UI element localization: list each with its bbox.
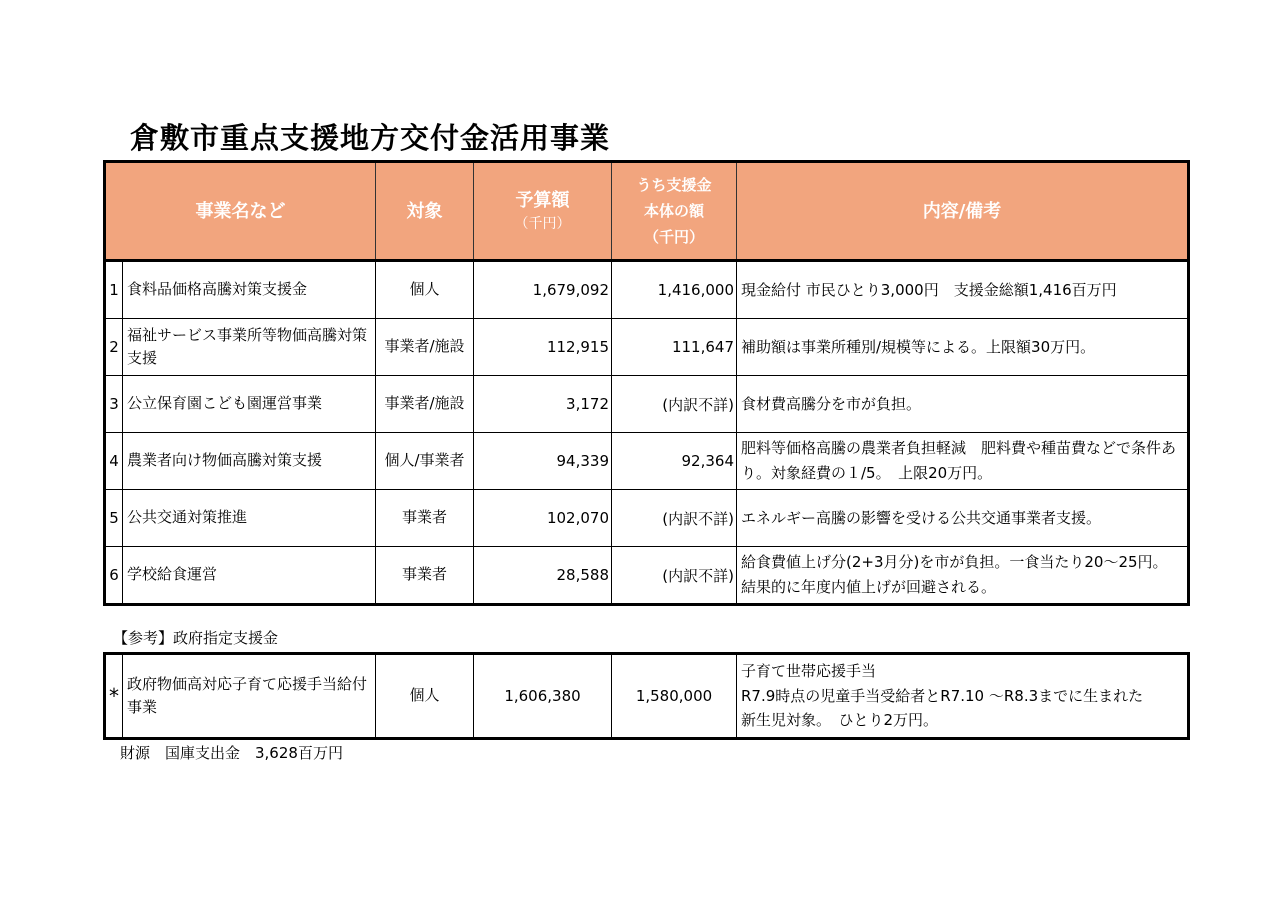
- row-remarks: 補助額は事業所種別/規模等による。上限額30万円。: [737, 319, 1189, 376]
- row-number: 2: [105, 319, 123, 376]
- row-target: 事業者/施設: [376, 319, 474, 376]
- finance-note: 財源 国庫支出金 3,628百万円: [120, 744, 343, 762]
- row-subsidy: 92,364: [612, 433, 737, 490]
- project-table: [103, 160, 1190, 606]
- row-name: 公立保育園こども園運営事業: [123, 376, 376, 433]
- page-title: 倉敷市重点支援地方交付金活用事業: [130, 121, 611, 155]
- reference-target: 個人: [376, 654, 474, 739]
- table-header-row: [105, 162, 1189, 261]
- row-number: 4: [105, 433, 123, 490]
- header-subsidy: [612, 162, 737, 261]
- table-row: [105, 433, 1189, 490]
- row-target: 事業者: [376, 490, 474, 547]
- row-target: 個人: [376, 261, 474, 319]
- row-number: 3: [105, 376, 123, 433]
- header-subsidy-line2: 本体の額: [643, 201, 704, 220]
- row-budget: 94,339: [474, 433, 612, 490]
- reference-table: [103, 652, 1190, 740]
- header-subsidy-line1: うち支援金: [636, 175, 712, 194]
- row-budget: 1,679,092: [474, 261, 612, 319]
- header-remarks: 内容/備考: [737, 162, 1189, 261]
- reference-subsidy: 1,580,000: [612, 654, 737, 739]
- row-budget: 28,588: [474, 547, 612, 605]
- row-budget: 112,915: [474, 319, 612, 376]
- header-budget-unit: （千円）: [514, 216, 571, 232]
- row-subsidy: (内訳不詳): [612, 547, 737, 605]
- row-target: 事業者: [376, 547, 474, 605]
- row-remarks: エネルギー高騰の影響を受ける公共交通事業者支援。: [737, 490, 1189, 547]
- row-remarks: 給食費値上げ分(2+3月分)を市が負担。一食当たり20～25円。 結果的に年度内値上げが回避される。: [737, 547, 1189, 605]
- reference-mark: *: [105, 654, 123, 739]
- reference-name: 政府物価高対応子育て応援手当給付事業: [123, 654, 376, 739]
- row-budget: 102,070: [474, 490, 612, 547]
- table-row: [105, 319, 1189, 376]
- table-row: [105, 654, 1189, 739]
- reference-remarks-line1: 子育て世帯応援手当: [741, 661, 877, 680]
- row-name: 公共交通対策推進: [123, 490, 376, 547]
- header-target: 対象: [376, 162, 474, 261]
- row-name: 福祉サービス事業所等物価高騰対策支援: [123, 319, 376, 376]
- row-subsidy: 111,647: [612, 319, 737, 376]
- table-row: [105, 490, 1189, 547]
- reference-remarks-line2: R7.9時点の児童手当受給者とR7.10 ～R8.3までに生まれた: [741, 686, 1144, 705]
- row-subsidy: 1,416,000: [612, 261, 737, 319]
- row-name: 農業者向け物価高騰対策支援: [123, 433, 376, 490]
- table-row: [105, 547, 1189, 605]
- reference-remarks: [737, 654, 1189, 739]
- row-subsidy: (内訳不詳): [612, 490, 737, 547]
- header-budget-label: 予算額: [515, 190, 570, 211]
- row-budget: 3,172: [474, 376, 612, 433]
- row-remarks: 食材費高騰分を市が負担。: [737, 376, 1189, 433]
- header-name: 事業名など: [105, 162, 376, 261]
- header-subsidy-unit: （千円）: [643, 228, 704, 247]
- row-number: 5: [105, 490, 123, 547]
- row-subsidy: (内訳不詳): [612, 376, 737, 433]
- row-name: 食料品価格高騰対策支援金: [123, 261, 376, 319]
- header-budget: [474, 162, 612, 261]
- reference-budget: 1,606,380: [474, 654, 612, 739]
- reference-remarks-line3: 新生児対象。 ひとり2万円。: [741, 711, 939, 730]
- table-row: [105, 261, 1189, 319]
- row-number: 6: [105, 547, 123, 605]
- table-row: [105, 376, 1189, 433]
- row-target: 個人/事業者: [376, 433, 474, 490]
- row-number: 1: [105, 261, 123, 319]
- row-remarks: 肥料等価格高騰の農業者負担軽減 肥料費や種苗費などで条件あり。対象経費の１/5。 上限20万円。: [737, 433, 1189, 490]
- row-name: 学校給食運営: [123, 547, 376, 605]
- row-target: 事業者/施設: [376, 376, 474, 433]
- row-remarks: 現金給付 市民ひとり3,000円 支援金総額1,416百万円: [737, 261, 1189, 319]
- reference-label: 【参考】政府指定支援金: [113, 629, 279, 647]
